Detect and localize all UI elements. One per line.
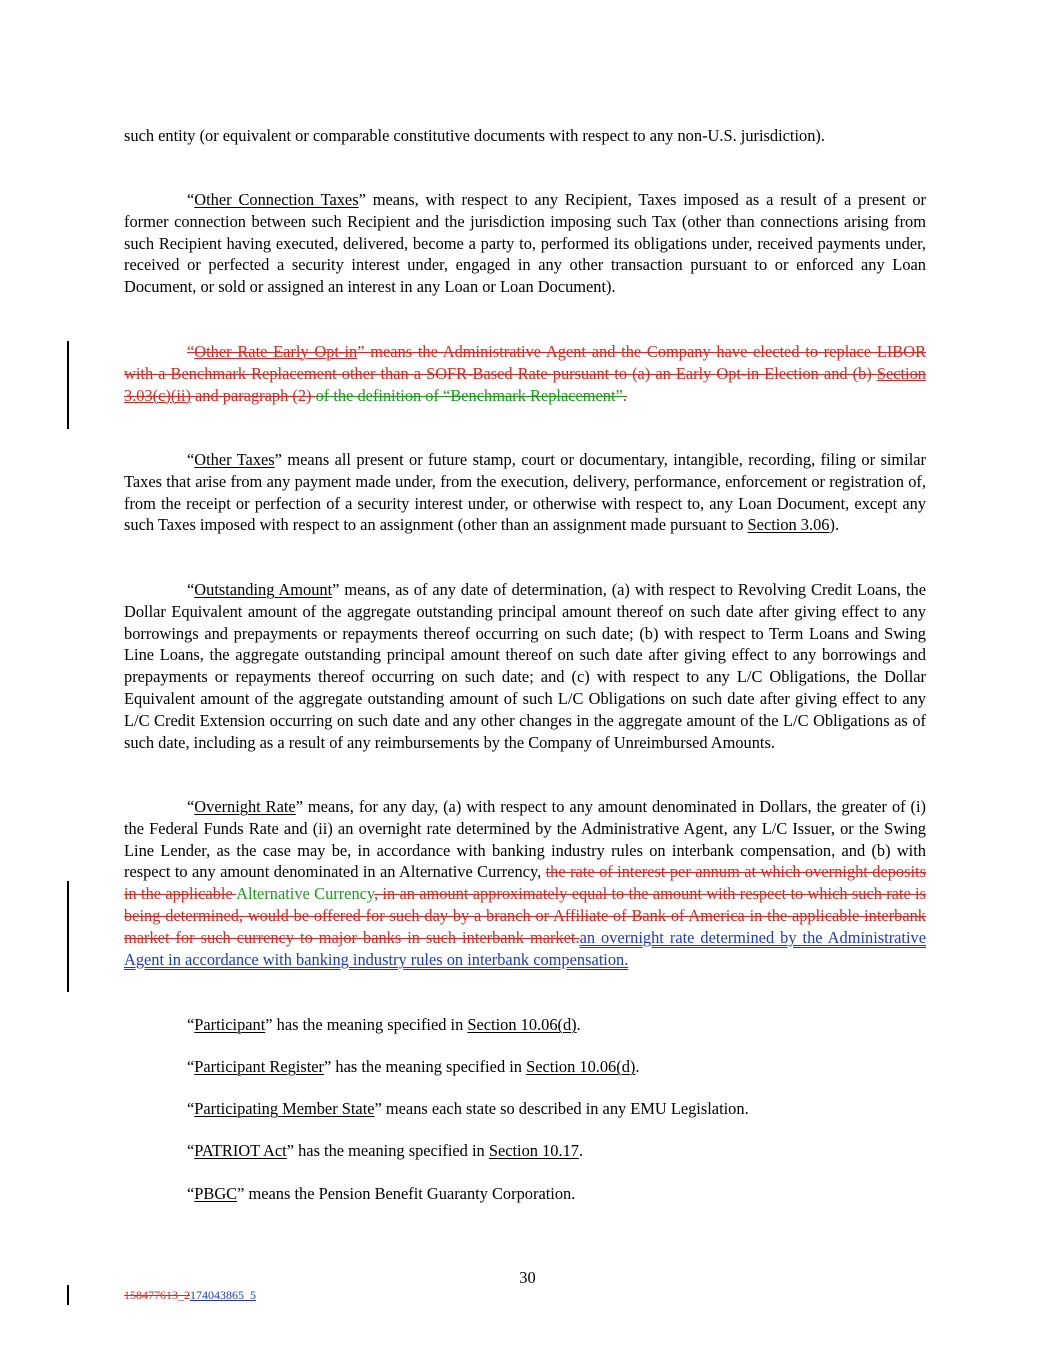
defined-term: Overnight Rate [194, 797, 296, 816]
definition-other-connection-taxes: “Other Connection Taxes” means, with respect to any Recipient, Taxes imposed as a result of a present or former connection between such Recipient and the jurisdiction imposing such Tax (other than connections arising from such Recipient having executed, delivered, become a party to, performed its obligations under, received payments under, received or perfected a security interest under, engaged in any other transaction pursuant to or enforced any Loan Document, or sold or assigned an interest in any Loan or Loan Document). [124, 190, 927, 297]
definition-text: ” means, as of any date of determination, (a) with respect to Revolving Credit Loans, the Dollar Equivalent amount of the aggregate outstanding principal amount thereof on such date after giving effect to any borrowings and prepayments or repayments thereof occurring on such date; (b) with respect to Term Loans and Swing Line Loans, the aggregate outstanding principal amount thereof on such date after giving effect to any borrowings and prepayments or repayments thereof occurring on such date; and (c) with respect to any L/C Obligations, the Dollar Equivalent amount of the aggregate outstanding amount of such L/C Obligations on such date after giving effect to any L/C Credit Extension occurring on such date and any other changes in the aggregate amount of the L/C Obligations as of such date, including as a result of any reimbursements by the Company of Unreimbursed Amounts. [124, 580, 926, 752]
defined-term: Other Connection Taxes [194, 190, 359, 209]
deleted-text: and paragraph (2) [190, 385, 316, 405]
definition-other-taxes: “Other Taxes” means all present or future stamp, court or documentary, intangible, recording, filing or similar Taxes that arise from any payment made under, from the execution, delivery, performance, enforcement or registration of, from the receipt or perfection of a security interest under, or otherwise with respect to, any Loan Document, except any such Taxes imposed with respect to an assignment (other than an assignment made pursuant to Section 3.06). [124, 450, 926, 535]
definition-participant-register: “Participant Register” has the meaning specified in Section 10.06(d). [187, 1057, 640, 1076]
definition-other-rate-early-opt-in-deleted: “Other Rate Early Opt-in” means the Administrative Agent and the Company have elected to replace LIBOR with a Benchmark Replacement other than a SOFR-Based Rate pursuant to (a) an Early Opt-in Election and (b) Section 3.03(c)(ii) and paragraph (2) of the definition of “Benchmark Replacement”. [124, 342, 927, 405]
defined-term: Other Taxes [194, 450, 275, 469]
inserted-text: an overnight rate determined by the Administrative Agent in accordance with banking industry rules on interbank compensation. [124, 927, 927, 969]
section-reference: Section 10.06(d) [526, 1057, 636, 1076]
definition-text: ” means all present or future stamp, court or documentary, intangible, recording, filing or similar Taxes that arise from any payment made under, from the execution, delivery, performance, enforcement or registration of, from the receipt or perfection of a security interest under, or otherwise with respect to, any Loan Document, except any such Taxes imposed with respect to an assignment (other than an assignment made pursuant to [124, 450, 926, 535]
deleted-text: ” means the Administrative Agent and the Company have elected to replace LIBOR with a Benchmark Replacement other than a SOFR-Based Rate pursuant to (a) an Early Opt-in Election and (b) [124, 342, 927, 383]
definition-participant: “Participant” has the meaning specified in Section 10.06(d). [187, 1015, 581, 1034]
moved-text: Alternative Currency [236, 884, 375, 904]
defined-term: Outstanding Amount [194, 580, 333, 599]
defined-term: Other Rate Early Opt-in [194, 342, 358, 361]
paragraph-text: such entity (or equivalent or comparable constitutive documents with respect to any non-U.S. jurisdiction). [124, 126, 825, 145]
section-reference: Section 10.17 [488, 1141, 579, 1160]
definition-text: ” means, for any day, (a) with respect to any amount denominated in Dollars, the greater of (i) the Federal Funds Rate and (ii) an overnight rate determined by the Administrative Agent, any L/C Issuer, or the Swing Line Lender, as the case may be, in accordance with banking industry rules on interbank compensation, and (b) with respect to any amount denominated in an Alternative Currency, [124, 797, 926, 882]
new-document-id: 174043865_5 [190, 1288, 256, 1302]
defined-term: Participating Member State [194, 1099, 375, 1118]
definition-pbgc: “PBGC” means the Pension Benefit Guaranty Corporation. [187, 1184, 576, 1203]
page-number: 30 [519, 1268, 536, 1287]
defined-term: Participant Register [194, 1057, 325, 1076]
section-reference: Section 3.03(c)(ii) [124, 363, 926, 405]
definition-patriot-act: “PATRIOT Act” has the meaning specified in Section 10.17. [187, 1141, 584, 1160]
definition-overnight-rate: “Overnight Rate” means, for any day, (a) with respect to any amount denominated in Dollars, the greater of (i) the Federal Funds Rate and (ii) an overnight rate determined by the Administrative Agent, any L/C Issuer, or the Swing Line Lender, as the case may be, in accordance with banking industry rules on interbank compensation, and (b) with respect to any amount denominated in an Alternative Currency, the rate of interest per annum at which overnight deposits in the applicable Alternative Currency, in an amount approximately equal to the amount with respect to which such rate is being determined, would be offered for such day by a branch or Affiliate of Bank of America in the applicable interbank market for such currency to major banks in such interbank market.an overnight rate determined by the Administrative Agent in accordance with banking industry rules on interbank compensation. [124, 797, 927, 969]
defined-term: Participant [194, 1015, 266, 1034]
definition-text: ” means, with respect to any Recipient, Taxes imposed as a result of a present or former connection between such Recipient and the jurisdiction imposing such Tax (other than connections arising from such Recipient having executed, delivered, become a party to, performed its obligations under, received payments under, received or perfected a security interest under, engaged in any other transaction pursuant to or enforced any Loan Document, or sold or assigned an interest in any Loan or Loan Document). [124, 190, 927, 297]
deleted-text: , in an amount approximately equal to the amount with respect to which such rate is being determined, would be offered for such day by a branch or Affiliate of Bank of America in the applicable interbank market for such currency to major banks in such interbank market. [124, 884, 926, 947]
definition-outstanding-amount: “Outstanding Amount” means, as of any date of determination, (a) with respect to Revolving Credit Loans, the Dollar Equivalent amount of the aggregate outstanding principal amount thereof on such date after giving effect to any borrowings and prepayments or repayments thereof occurring on such date; (b) with respect to Term Loans and Swing Line Loans, the aggregate outstanding principal amount thereof on such date after giving effect to any borrowings and prepayments or repayments thereof occurring on such date; and (c) with respect to any L/C Obligations, the Dollar Equivalent amount of the aggregate outstanding amount of such L/C Obligations on such date after giving effect to any L/C Credit Extension occurring on such date and any other changes in the aggregate amount of the L/C Obligations as of such date, including as a result of any reimbursements by the Company of Unreimbursed Amounts. [124, 580, 926, 752]
defined-term: PATRIOT Act [194, 1141, 287, 1160]
paragraph-continuation [124, 125, 926, 147]
old-document-id: 158477613_2 [124, 1288, 190, 1302]
change-bar [67, 881, 69, 992]
document-id-footer [124, 1287, 256, 1303]
section-reference: Section 10.06(d) [467, 1015, 577, 1034]
section-reference: Section 3.06 [747, 515, 830, 535]
deleted-text: the rate of interest per annum at which overnight deposits in the applicable [124, 862, 926, 904]
definition-participating-member-state: “Participating Member State” means each state so described in any EMU Legislation. [187, 1099, 749, 1118]
defined-term: PBGC [194, 1184, 238, 1203]
moved-text: of the definition of “Benchmark Replacement” [315, 385, 623, 405]
change-bar [67, 341, 69, 429]
